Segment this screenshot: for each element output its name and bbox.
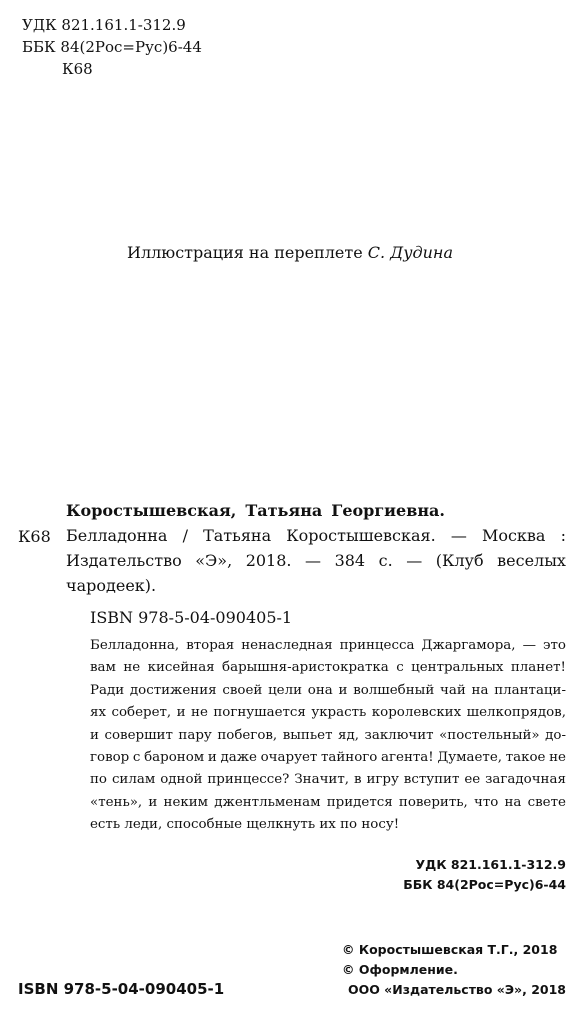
word: погнушается [213,705,306,721]
word: Издательство [66,551,182,570]
author-name: Татьяна [245,501,323,520]
word: планет! [510,660,566,676]
word: Татьяна [203,526,272,545]
record-isbn: ISBN 978-5-04-090405-1 [90,608,293,627]
word: тайного [320,750,378,766]
word: Москва [481,526,546,545]
word: это [543,638,566,653]
word: говор [90,750,130,766]
word: — [522,638,536,653]
footer-isbn: ISBN 978-5-04-090405-1 [18,980,225,998]
word: свете [527,794,566,810]
word: — [450,526,467,545]
word: побегов, [217,727,278,743]
word: Ради [90,682,125,698]
record-author-sign: К68 [18,527,51,546]
annotation-line [90,635,566,657]
word: поверить, [398,794,468,810]
word: «тень», [90,794,143,810]
publisher-line: ООО «Издательство «Э», 2018 [347,982,566,997]
word: Джаргамора, [421,638,516,653]
word: с [132,750,141,766]
word: королевских [371,705,462,721]
word: Значит, [294,772,350,788]
author-sign: К68 [62,60,93,78]
record-line-text: чародеек). [66,576,157,595]
word: (Клуб [435,551,484,570]
bbk-code-bottom: ББК 84(2Рос=Рус)6-44 [403,877,566,892]
word: загадочная [485,772,566,788]
annotation-line [90,747,566,769]
word: веселых [497,551,566,570]
word: с [396,660,404,676]
word: и [90,727,99,743]
word: шелкопрядов, [466,705,566,721]
author-patronymic: Георгиевна. [331,501,445,520]
word: в [353,772,362,788]
annotation-line [90,702,566,724]
author-surname: Коростышевская, [66,501,237,520]
word: «Э», [195,551,233,570]
udk-code-bottom: УДК 821.161.1-312.9 [415,857,566,872]
illustration-artist: С. Дудина [367,243,453,262]
word: вступит [403,772,460,788]
annotation-line [90,680,566,702]
word: кисейная [147,660,215,676]
annotation-line [90,657,566,679]
illustration-credit [0,243,580,262]
word: не [123,660,141,676]
word: очарует [260,750,318,766]
bibliographic-record [66,498,566,598]
word: бароном [144,750,205,766]
word: достижения [129,682,217,698]
word: плантаци- [494,682,566,698]
word: и [338,682,348,698]
annotation-line [90,769,566,791]
word: заключит [364,727,434,743]
word: соберет, [111,705,172,721]
annotation-line [90,814,566,836]
word: принцесса [339,638,415,653]
word: барышня-аристократка [222,660,389,676]
word: яд, [338,727,359,743]
annotation-line [90,792,566,814]
word: выпьет [282,727,333,743]
word: даже [220,750,257,766]
word: «постельный» [439,727,540,743]
annotation-line [90,725,566,747]
word: пару [178,727,212,743]
word: она [307,682,333,698]
word: неким [163,794,209,810]
word: на [504,794,522,810]
word: — [406,551,423,570]
word: ненаследная [241,638,333,653]
word: силам [111,772,156,788]
word: чай [440,682,466,698]
illustration-label: Иллюстрация на переплете [126,243,363,262]
word: принцессе? [207,772,290,788]
word: Белладонна [66,526,168,545]
word: цели [268,682,303,698]
word: украсть [311,705,367,721]
classification-top [22,14,202,80]
word: — [305,551,322,570]
classification-bottom [366,855,566,895]
copyright-block [342,940,566,1000]
udk-code: УДК 821.161.1-312.9 [22,16,186,34]
word: что [473,794,499,810]
record-line [66,573,566,598]
word: Белладонна, [90,638,180,653]
record-author [66,498,566,523]
copyright-author: © Коростышевская Т.Г., 2018 [342,942,558,957]
word: и [148,794,158,810]
word: придется [326,794,393,810]
word: центральных [411,660,504,676]
word: / [182,526,188,545]
word: : [560,526,566,545]
word: джентльменам [214,794,321,810]
word: 384 [334,551,366,570]
word: есть леди, способные щелкнуть их по носу! [90,817,400,833]
word: одной [160,772,203,788]
word: Думаете, [437,750,503,766]
word: 2018. [245,551,292,570]
word: ее [464,772,481,788]
word: не [191,705,208,721]
word: вторая [186,638,235,653]
word: волшебный [353,682,435,698]
record-line [66,523,566,548]
word: игру [366,772,399,788]
word: своей [222,682,263,698]
record-line [66,548,566,573]
word: с. [378,551,393,570]
word: совершит [104,727,173,743]
word: агента! [381,750,434,766]
word: и [176,705,186,721]
word: по [90,772,107,788]
word: не [549,750,566,766]
word: вам [90,660,116,676]
annotation [90,635,566,837]
word: ях [90,705,106,721]
word: такое [505,750,546,766]
bbk-code: ББК 84(2Рос=Рус)6-44 [22,38,202,56]
copyright-design: © Оформление. [342,962,458,977]
word: на [471,682,489,698]
word: и [207,750,217,766]
word: до- [545,727,566,743]
word: Коростышевская. [286,526,436,545]
